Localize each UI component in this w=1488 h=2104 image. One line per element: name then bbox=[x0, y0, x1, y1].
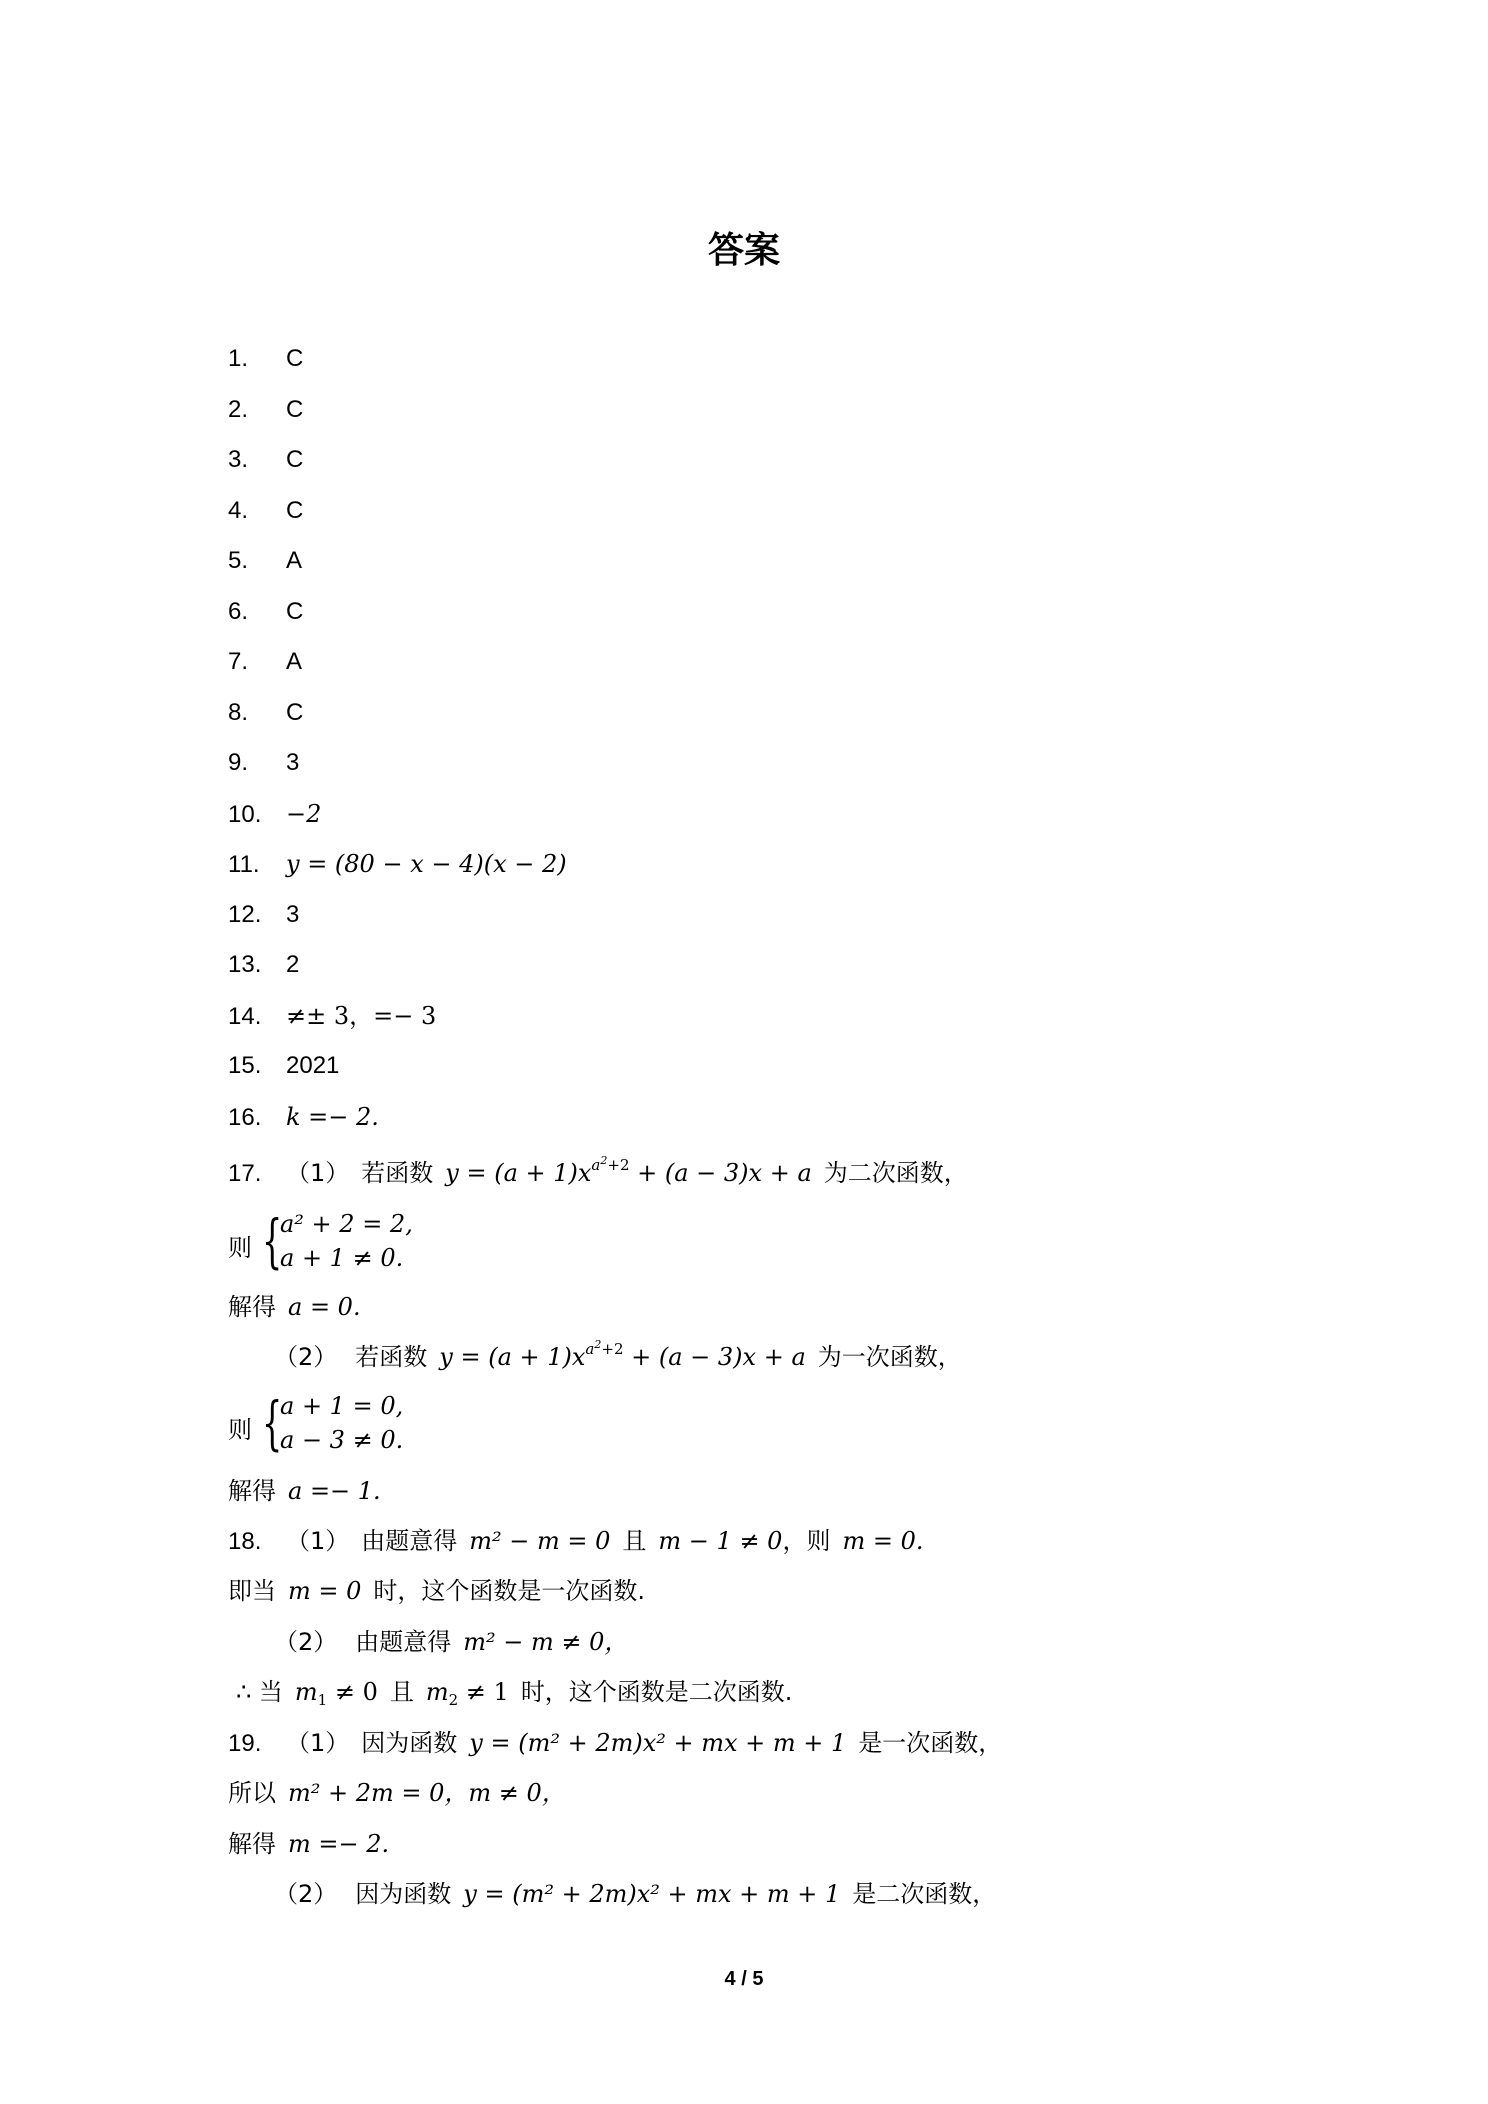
left-brace: { bbox=[262, 1389, 283, 1457]
question-number: 13. bbox=[228, 951, 262, 978]
question-number: 18. bbox=[228, 1528, 262, 1555]
answer-value: −2 bbox=[286, 800, 322, 828]
answer-row bbox=[228, 1102, 379, 1132]
answer-row bbox=[228, 344, 303, 374]
question-number: 4. bbox=[228, 497, 249, 524]
q19-line2: 所以 m² + 2m = 0，m ≠ 0， bbox=[228, 1779, 566, 1807]
answer-value: A bbox=[286, 648, 303, 675]
answer-row bbox=[228, 900, 299, 930]
question-number: 15. bbox=[228, 1052, 262, 1079]
function-expression: $y = (a + 1)x^{a^2+2} + (a - 3)x + a$ bbox=[445, 1154, 812, 1187]
q19-line3: 解得 m =− 2. bbox=[228, 1830, 390, 1858]
answer-value: ≠± 3，=− 3 bbox=[286, 1002, 437, 1030]
q19-line4: （2） 因为函数 y = (m² + 2m)x² + mx + m + 1 是二次函数， bbox=[274, 1880, 997, 1908]
answer-row bbox=[228, 748, 299, 778]
question-number: 10. bbox=[228, 801, 262, 828]
question-number: 9. bbox=[228, 749, 249, 776]
q18-line1: 18. （1） 由题意得 m² − m = 0 且 m − 1 ≠ 0，则 m = 0. bbox=[228, 1527, 924, 1555]
answer-row bbox=[228, 1051, 339, 1081]
answer-row bbox=[228, 1001, 436, 1031]
answer-row bbox=[228, 698, 303, 728]
answer-value: C bbox=[286, 446, 304, 473]
answer-value: 2 bbox=[286, 951, 300, 978]
answer-row bbox=[228, 597, 303, 627]
answer-row bbox=[228, 950, 299, 980]
left-brace: { bbox=[262, 1207, 283, 1275]
answer-value: C bbox=[286, 598, 304, 625]
question-number: 7. bbox=[228, 648, 249, 675]
answer-value: 2021 bbox=[286, 1052, 340, 1079]
q18-line2: 即当 m = 0 时，这个函数是一次函数. bbox=[228, 1577, 646, 1605]
answer-value: k =− 2. bbox=[286, 1103, 379, 1131]
q17-line1: 17. （1） 若函数 $y = (a + 1)x^{a^2+2} + (a - 3)x + a$ 为二次函数， bbox=[228, 1154, 968, 1187]
question-number: 5. bbox=[228, 547, 249, 574]
page-title: 答案 bbox=[707, 230, 780, 271]
page-number: 4 / 5 bbox=[724, 1968, 764, 1990]
question-number: 6. bbox=[228, 598, 249, 625]
answer-value: C bbox=[286, 345, 304, 372]
answer-value: 3 bbox=[286, 901, 300, 928]
question-number: 14. bbox=[228, 1003, 262, 1030]
answer-row bbox=[228, 395, 303, 425]
answer-row bbox=[228, 496, 303, 526]
answer-row bbox=[228, 546, 302, 576]
q17-solution-2: 解得 a =− 1. bbox=[228, 1477, 381, 1505]
question-number: 19. bbox=[228, 1730, 262, 1757]
q18-line4: ∴ 当 $m_1 \ne 0$ 且 $m_2 \ne 1$ 时，这个函数是二次函数. bbox=[236, 1678, 793, 1709]
question-number: 1. bbox=[228, 345, 249, 372]
question-number: 11. bbox=[228, 851, 260, 878]
answer-row bbox=[228, 445, 303, 475]
question-number: 12. bbox=[228, 901, 262, 928]
answer-value: y = (80 − x − 4)(x − 2) bbox=[286, 850, 567, 878]
question-number: 3. bbox=[228, 446, 249, 473]
question-number: 17. bbox=[228, 1160, 262, 1187]
question-number: 16. bbox=[228, 1104, 262, 1131]
answer-value: A bbox=[286, 547, 303, 574]
answer-value: 3 bbox=[286, 749, 300, 776]
q19-line1: 19. （1） 因为函数 y = (m² + 2m)x² + mx + m + 1 是一次函数， bbox=[228, 1729, 1003, 1757]
answer-row bbox=[228, 647, 302, 677]
q17-line-part2: （2） 若函数 $y = (a + 1)x^{a^2+2} + (a - 3)x + a$ 为一次函数， bbox=[274, 1338, 962, 1371]
answer-value: C bbox=[286, 497, 304, 524]
answer-row bbox=[228, 849, 567, 879]
question-number: 8. bbox=[228, 699, 249, 726]
answer-value: C bbox=[286, 396, 304, 423]
question-number: 2. bbox=[228, 396, 249, 423]
q18-line3: （2） 由题意得 m² − m ≠ 0， bbox=[274, 1628, 629, 1656]
answer-row bbox=[228, 799, 321, 829]
answer-value: C bbox=[286, 699, 304, 726]
q17-solution-1: 解得 a = 0. bbox=[228, 1293, 361, 1321]
